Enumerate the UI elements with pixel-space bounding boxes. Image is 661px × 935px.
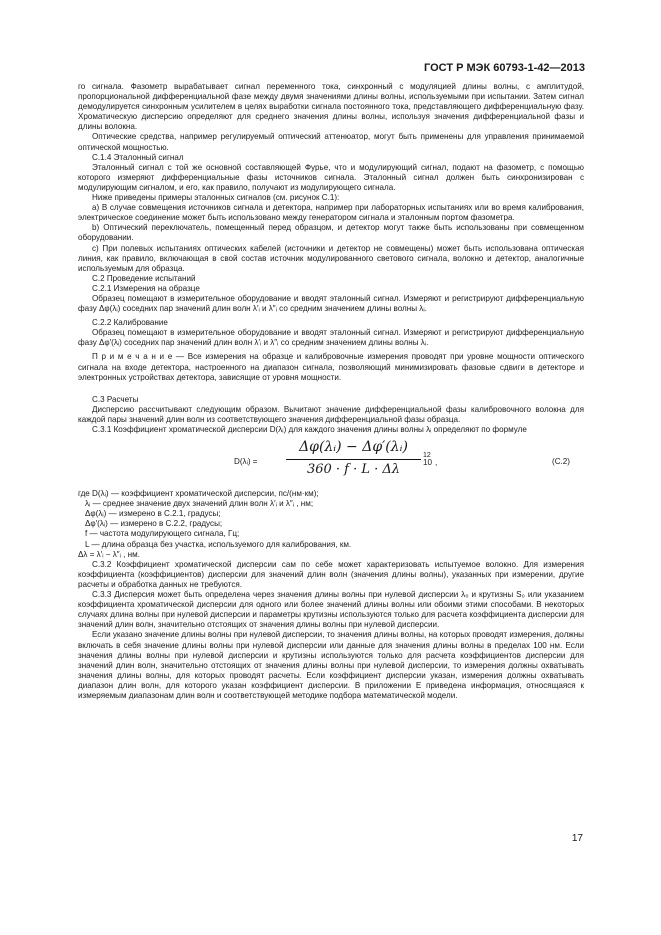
legend-line: Δφ′(λᵢ) — измерено в C.2.2, градусы; bbox=[85, 519, 223, 529]
paragraph-examples-intro: Ниже приведены примеры эталонных сигналов (см. рисунок C.1): bbox=[92, 193, 340, 203]
legend-line: Δφ(λᵢ) — измерено в C.2.1, градусы; bbox=[85, 509, 221, 519]
legend-line: λᵢ — среднее значение двух значений длин волн λ′ᵢ и λ″ᵢ , нм; bbox=[85, 499, 314, 509]
section-heading-c14: C.1.4 Эталонный сигнал bbox=[92, 152, 184, 162]
paragraph-c32: C.3.2 Коэффициент хроматической дисперсии сам по себе может характеризовать испытуемое волокно. Для измерения коэффициента (коэффициентов) дисперсии для значений длин волн (значения длины волны), указанных при измерении, другие расчеты и обработка данных не требуются. bbox=[78, 559, 584, 589]
note-label: П р и м е ч а н и е — bbox=[92, 352, 184, 362]
section-heading-c21: C.2.1 Измерения на образце bbox=[92, 283, 200, 293]
paragraph-c31: C.3.1 Коэффициент хроматической дисперсии D(λᵢ) для каждого значения длины волны λᵢ определяют по формуле bbox=[92, 425, 527, 434]
note-text: Все измерения на образце и калибровочные измерения проводят при уровне мощности оптического сигнала на входе детектора, настроенного на диапазон сигнала, позволяющий минимизировать фазовые сдвиги в детекторе и электронных устройствах детектора, зависящие от уровня мощности. bbox=[78, 352, 585, 382]
page-body bbox=[78, 82, 584, 701]
paragraph-zero-dispersion: Если указано значение длины волны при нулевой дисперсии, то значения длины волны, на которых проводят измерения, должны включать в себя значение длины волны при нулевой дисперсии или данные для значения длины волны в пределах 100 нм. Если значения длины волны при нулевой дисперсии и крутизны используются только для расчета коэффициентов дисперсии для значений длин волн, значительно отстоящих от значения длины волны при нулевой дисперсии, то измерения должны охватывать значения длины волны, для которых проводят расчеты. Если коэффициент дисперсии указан, измерения должны охватывать диапазон длин волн, для которого указан коэффициент дисперсии. В приложении E приведена информация, относящаяся к измеряемым диапазонам длин волн и соответствующей методике подбора математической модели. bbox=[78, 630, 584, 700]
list-item-b: b) Оптический переключатель, помещенный перед образцом, и детектор могут также быть использованы при совмещенном оборудовании. bbox=[78, 223, 584, 243]
legend-line: где D(λᵢ) — коэффициент хроматической дисперсии, пс/(нм·км); bbox=[78, 489, 319, 499]
paragraph-reference-signal: Эталонный сигнал с той же основной составляющей Фурье, что и модулирующий сигнал, подают на фазометр, с помощью которого измеряют дифференциальные фазы источников сигнала. Эталонный сигнал должен быть синхронизирован с модулирующим сигналом, и его, как правило, получают из модулирующего сигнала. bbox=[78, 162, 584, 192]
paragraph-c33: C.3.3 Дисперсия может быть определена через значения длины волны при нулевой дисперсии λ₀ и крутизны S₀ или указанием коэффициента хроматической дисперсии для одного или более значений длины волны или обоими этими способами. В некоторых случаях длина волны при нулевой дисперсии и параметры крутизны используются только для расчета коэффициента дисперсии для значений длин волн, значительно отстоящих от значения длины волны при нулевой дисперсии. bbox=[78, 590, 584, 630]
section-heading-c22: C.2.2 Калибрование bbox=[92, 318, 168, 328]
formula-c2 bbox=[78, 437, 584, 487]
legend-line: f — частота модулирующего сигнала, Гц; bbox=[85, 529, 240, 539]
list-item-a: a) В случае совмещения источников сигнала и детектора, например при лабораторных испытаниях или во время калибрования, электрическое соединение может быть использовано между генератором сигнала и эталонным портом фазометра. bbox=[78, 203, 584, 223]
formula-number: (C.2) bbox=[552, 457, 570, 467]
section-heading-c2: C.2 Проведение испытаний bbox=[92, 273, 196, 283]
paragraph-phasemeter: го сигнала. Фазометр вырабатывает сигнал переменного тока, синхронный с модуляцией длины волны, с амплитудой, пропорциональной дифференциальной фазе между двумя значениями длины волны, используемыми при испытании. Затем сигнал демодулируется синхронным усилителем в целях выработки сигнала постоянного тока, представляющего дифференциальную фазу. Хроматическую дисперсию определяют для среднего значения длины волны, используя значения дифференциальной фазы и длины волокна. bbox=[78, 82, 584, 132]
formula-comma: , bbox=[435, 458, 438, 468]
paragraph-optical-means: Оптические средства, например регулируемый оптический аттенюатор, могут быть применены для управления принимаемой оптической мощностью. bbox=[78, 132, 584, 152]
paragraph-sample-measurement: Образец помещают в измерительное оборудование и вводят эталонный сигнал. Измеряют и регистрируют дифференциальную фазу Δφ(λᵢ) соседних пар значений длин волн λ′ᵢ и λ″ᵢ со средним значением длины волны λᵢ. bbox=[78, 293, 584, 314]
list-item-c: c) При полевых испытаниях оптических кабелей (источники и детектор не совмещены) может быть использована оптическая линия, как правило, включающая в свой состав источник модулированного светового сигнала, волокно и детектор, аналогичные используемым для образца. bbox=[78, 243, 584, 273]
formula-denominator: 360 · f · L · Δλ bbox=[306, 462, 401, 478]
formula-lhs: D(λᵢ) = bbox=[234, 457, 258, 467]
page-number: 17 bbox=[571, 833, 583, 844]
formula-legend bbox=[78, 489, 584, 560]
formula-fraction bbox=[286, 437, 421, 480]
formula-numerator: Δφ(λᵢ) − Δφ′(λᵢ) bbox=[286, 437, 421, 460]
formula-base: 10 bbox=[423, 458, 433, 468]
legend-line: L — длина образца без участка, используемого для калибрования, км. bbox=[85, 539, 352, 549]
document-code: ГОСТ Р МЭК 60793-1-42—2013 bbox=[424, 62, 585, 74]
legend-line: Δλ = λ′ᵢ − λ″ᵢ , нм. bbox=[78, 549, 140, 559]
note-paragraph bbox=[78, 352, 584, 382]
paragraph-calibration: Образец помещают в измерительное оборудование и вводят эталонный сигнал. Измеряют и регистрируют дифференциальную фазу Δφ′(λᵢ) соседних пар значений длин волн λ′ᵢ и λ″ᵢ со средним значением длины волны λᵢ. bbox=[78, 328, 584, 348]
paragraph-dispersion-calc: Дисперсию рассчитывают следующим образом. Вычитают значение дифференциальной фазы калибровочного волокна для каждой пары значений длин волн из соответствующего значения дифференциальной фазы образца. bbox=[78, 404, 584, 424]
section-heading-c3: C.3 Расчеты bbox=[92, 394, 139, 404]
formula-exponent: 12 bbox=[423, 452, 431, 460]
